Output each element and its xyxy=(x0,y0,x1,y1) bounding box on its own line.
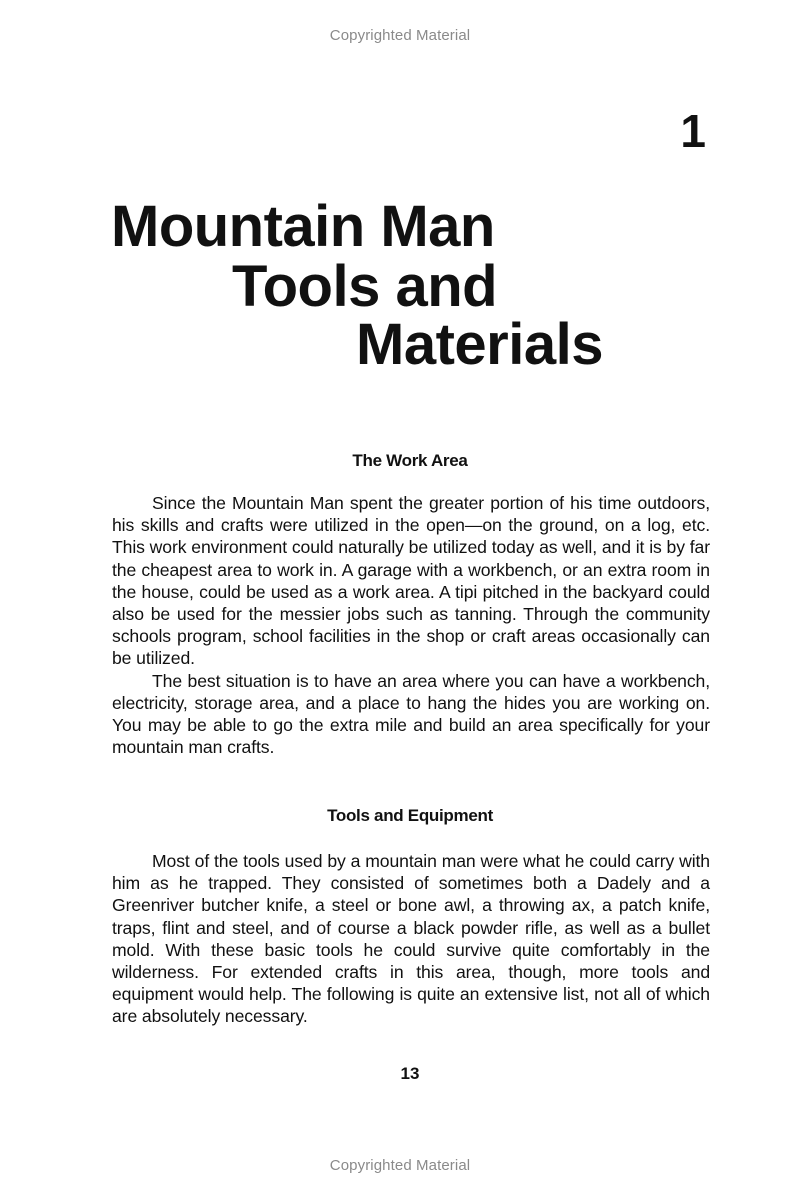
section-heading-tools-equipment: Tools and Equipment xyxy=(327,806,493,825)
section-body-work-area xyxy=(112,492,710,758)
chapter-number: 1 xyxy=(680,105,706,157)
section-body-tools-equipment xyxy=(112,850,710,1028)
copyright-watermark-top: Copyrighted Material xyxy=(329,27,471,44)
page-number: 13 xyxy=(400,1064,420,1083)
chapter-title-line-3: Materials xyxy=(356,312,603,377)
chapter-title-line-2: Tools and xyxy=(232,254,498,319)
section-heading-work-area: The Work Area xyxy=(352,451,468,470)
paragraph: Since the Mountain Man spent the greater portion of his time outdoors, his skills and crafts were utilized in the open—on the ground, on a log, etc. This work environment could naturally be utilized today as well, and it is by far the cheapest area to work in. A garage with a workbench, or an extra room in the house, could be used as a work area. A tipi pitched in the backyard could also be used for the messier jobs such as tanning. Through the community schools program, school facilities in the shop or craft areas occasionally can be utilized. xyxy=(112,493,710,669)
copyright-watermark-bottom: Copyrighted Material xyxy=(329,1157,471,1174)
chapter-title-line-1: Mountain Man xyxy=(111,194,495,259)
paragraph: Most of the tools used by a mountain man were what he could carry with him as he trapped. They consisted of sometimes both a Dadely and a Greenriver butcher knife, a steel or bone awl, a throwing ax, a patch knife, traps, flint and steel, and of course a black powder rifle, as well as a bullet mold. With these basic tools he could survive quite comfortably in the wilderness. For extended crafts in this area, though, more tools and equipment would help. The following is quite an extensive list, not all of which are absolutely necessary. xyxy=(112,851,710,1027)
paragraph: The best situation is to have an area where you can have a workbench, electricity, storage area, and a place to hang the hides you are working on. You may be able to go the extra mile and build an area specifically for your mountain man crafts. xyxy=(112,670,710,758)
